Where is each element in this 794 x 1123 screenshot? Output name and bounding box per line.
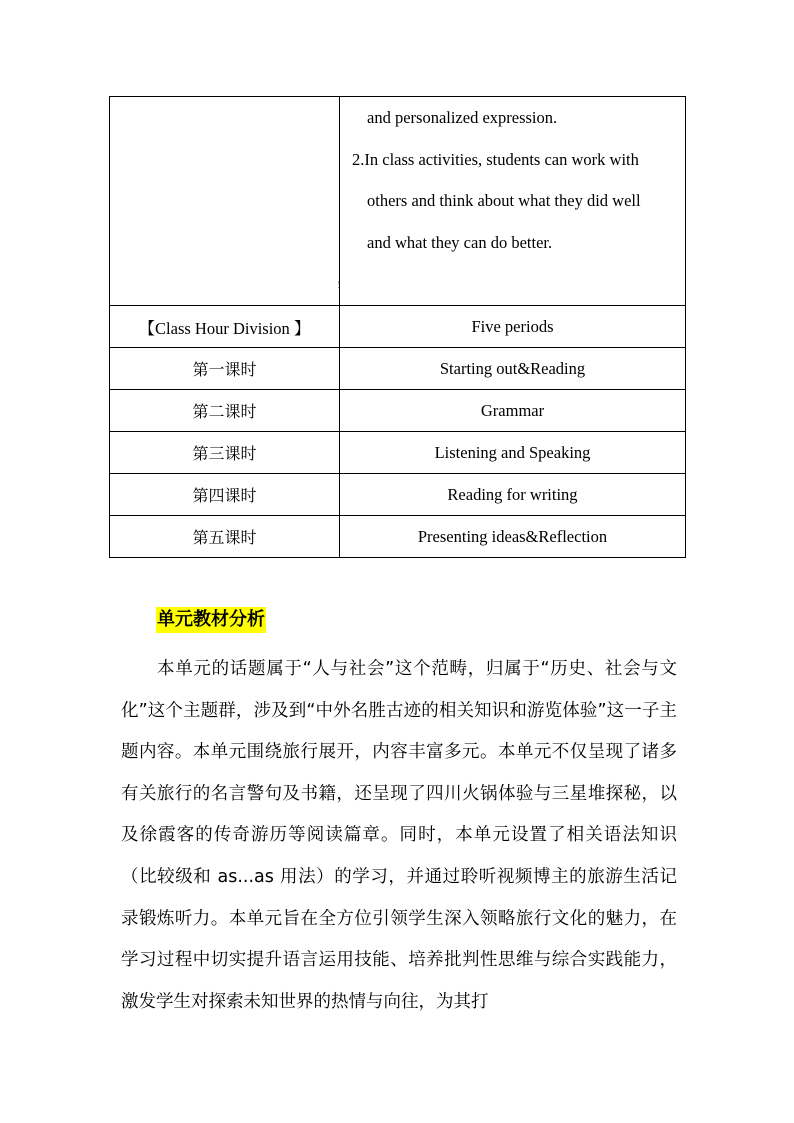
side-mark: ! xyxy=(337,279,341,291)
period-content: Listening and Speaking xyxy=(340,432,686,474)
division-value: Five periods xyxy=(340,306,686,348)
table-row xyxy=(110,432,686,474)
table-row xyxy=(110,348,686,390)
objective-line: others and think about what they did well xyxy=(367,191,641,210)
division-label: 【Class Hour Division 】 xyxy=(110,306,340,348)
period-label: 第二课时 xyxy=(110,390,340,432)
period-content: Presenting ideas&Reflection xyxy=(340,516,686,558)
table-row xyxy=(110,474,686,516)
class-hour-table xyxy=(109,96,686,558)
table-row-header xyxy=(110,306,686,348)
objective-line: 2.In class activities, students can work with xyxy=(352,149,639,169)
analysis-paragraph: 本单元的话题属于“人与社会”这个范畴，归属于“历史、社会与文化”这个主题群，涉及到“中外名胜古迹的相关知识和游览体验”这一子主题内容。本单元围绕旅行展开，内容丰富多元。本单元不仅呈现了诸多有关旅行的名言警句及书籍，还呈现了四川火锅体验与三星堆探秘，以及徐霞客的传奇游历等阅读篇章。同时，本单元设置了相关语法知识（比较级和 as...as 用法）的学习，并通过聆听视频博主的旅游生活记录锻炼听力。本单元旨在全方位引领学生深入领略旅行文化的魅力，在学习过程中切实提升语言运用技能、培养批判性思维与综合实践能力，激发学生对探索未知世界的热情与向往，为其打 xyxy=(121,659,677,1012)
objective-line: and what they can do better. xyxy=(367,232,553,252)
period-content: Reading for writing xyxy=(340,474,686,516)
period-label: 第四课时 xyxy=(110,474,340,516)
empty-label-cell xyxy=(110,97,340,306)
section-heading: 单元教材分析 xyxy=(156,607,266,633)
objectives-cell xyxy=(340,97,686,306)
period-content: Starting out&Reading xyxy=(340,348,686,390)
period-label: 第一课时 xyxy=(110,348,340,390)
period-content: Grammar xyxy=(340,390,686,432)
table-row-objectives xyxy=(110,97,686,306)
objective-line: and personalized expression. xyxy=(367,108,558,127)
table-row xyxy=(110,390,686,432)
table-row xyxy=(110,516,686,558)
period-label: 第三课时 xyxy=(110,432,340,474)
period-label: 第五课时 xyxy=(110,516,340,558)
